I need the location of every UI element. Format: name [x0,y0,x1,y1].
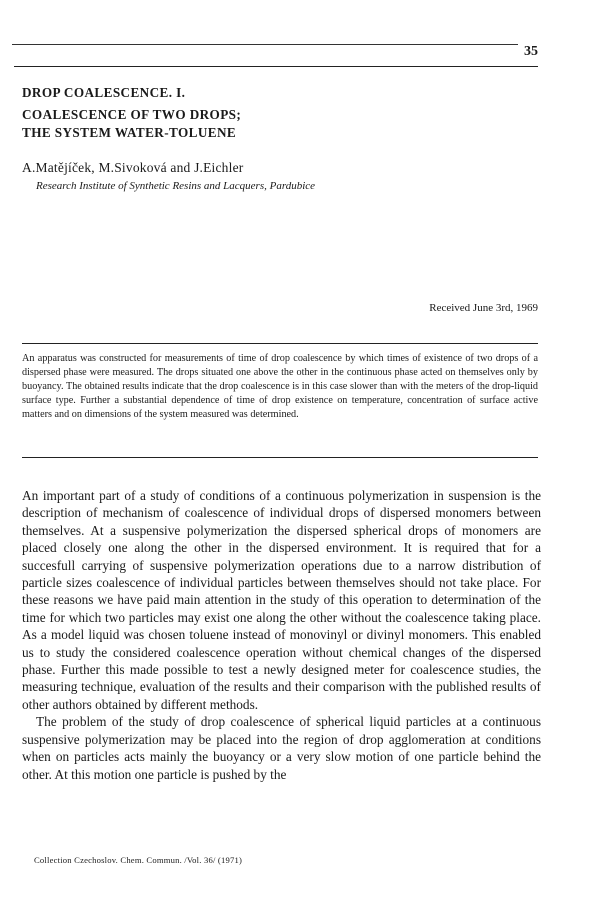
received-date: Received June 3rd, 1969 [429,302,538,314]
abstract: An apparatus was constructed for measurements of time of drop coalescence by which times of existence of two drops of a dispersed phase were measured. The drops situated one above the other in the continuous phase acted on themselves only by buoyancy. The obtained results indicate that the drop coalescence is in this case slower than with the meters of the drop-liquid surface type. Further a substantial dependence of time of drop existence on temperature, concentration of surface active matters and on dimensions of the system measured was determined. [22,353,538,420]
body-paragraph-2: The problem of the study of drop coalescence of spherical liquid particles at a continuous suspensive polymerization may be placed into the region of drop agglomeration at conditions when on particles acts mainly the buoyancy or a very slow motion of one particle behind the other. At this motion one particle is pushed by the [22,714,541,782]
abstract-top-rule [22,343,538,344]
authors: A.Matějíček, M.Sivoková and J.Eichler [22,160,244,175]
title-rule [14,66,538,67]
body-paragraph-1: An important part of a study of conditions of a continuous polymerization in suspension is the description of mechanism of coalescence of individual drops of dispersed monomers between themselves. At a suspensive polymerization the dispersed spherical drops of monomers are placed closely one along the other in the dispersed environment. It is required that for a succesfull carrying of suspensive polymerization operations due to a narrow distribution of particle sizes coalescence of individual particles between themselves should not take place. For these reasons we have paid main attention in the study of this operation to determination of the time for which two particles may exist one along the other without the coalescence taking place. As a model liquid was chosen toluene instead of monovinyl or divinyl monomers. This enabled us to study the considered coalescence operation without chemical changes of the dispersed phase. Further this made possible to test a newly designed meter for coalescence studies, the measuring technique, evaluation of the results and their comparison with the published results of other authors obtained by different methods. [22,488,541,712]
title-line-2: COALESCENCE OF TWO DROPS; [22,107,242,122]
affiliation: Research Institute of Synthetic Resins and Lacquers, Pardubice [36,180,316,192]
journal-citation-footer: Collection Czechoslov. Chem. Commun. /Vol. 36/ (1971) [34,855,243,865]
title-line-3: THE SYSTEM WATER-TOLUENE [22,125,237,140]
title-series: DROP COALESCENCE. I. [22,85,186,100]
header-rule [12,44,518,45]
body-text [22,487,541,783]
page-number: 35 [524,44,538,59]
article-title [22,84,542,142]
abstract-bottom-rule [22,457,538,458]
